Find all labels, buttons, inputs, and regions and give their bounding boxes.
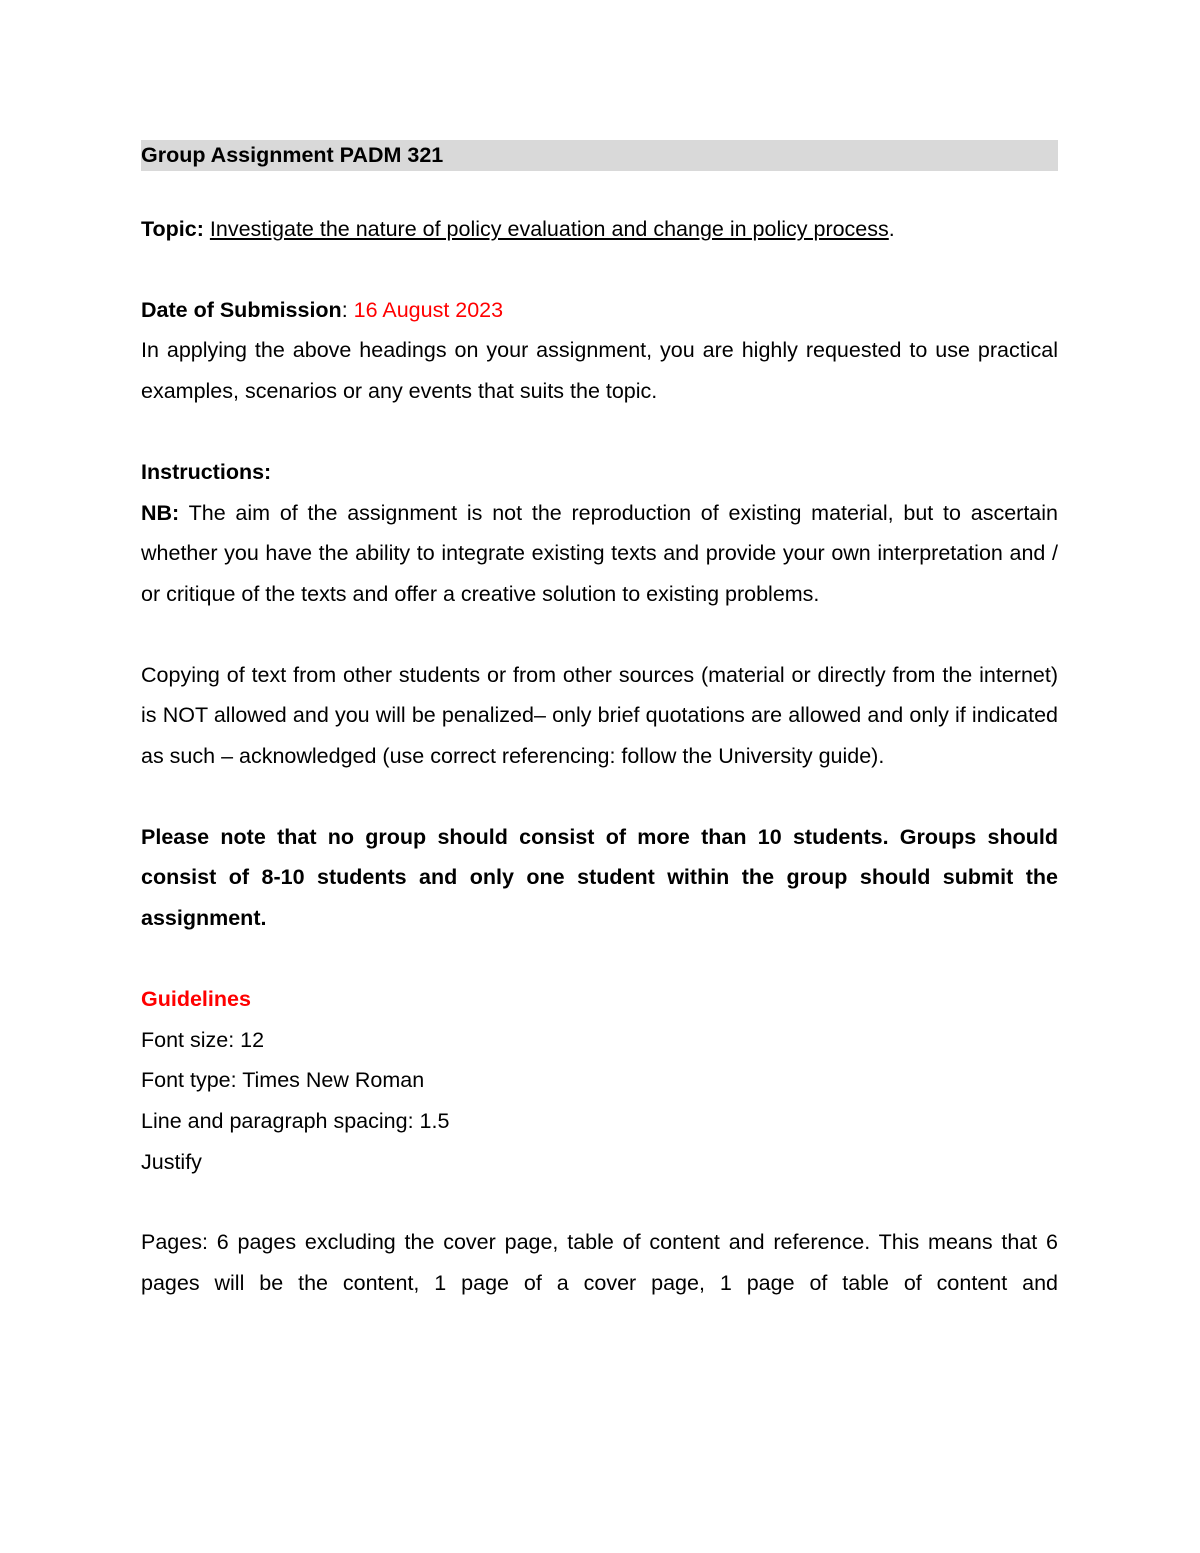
guideline-item: Justify <box>141 1149 202 1174</box>
nb-paragraph <box>141 493 1058 615</box>
topic-end: . <box>888 217 895 241</box>
date-label: Date of Submission <box>141 297 342 322</box>
copying-paragraph: Copying of text from other students or from other sources (material or directly from the internet) is NOT allowed and you will be penalized– only brief quotations are allowed and only if indicated as such – acknowledged (use correct referencing: follow the University guide). <box>141 662 1058 769</box>
guidelines-heading: Guidelines <box>141 986 251 1011</box>
instructions-heading: Instructions: <box>141 459 272 484</box>
date-value: 16 August 2023 <box>353 297 504 322</box>
topic-text: Investigate the nature of policy evaluation and change in policy process <box>209 217 889 241</box>
submission-date-line <box>141 290 1058 331</box>
guideline-item: Line and paragraph spacing: 1.5 <box>141 1108 450 1133</box>
group-note: Please note that no group should consist of more than 10 students. Groups should consist of 8-10 students and only one student within the group should submit the assignment. <box>141 824 1058 931</box>
pages-paragraph: Pages: 6 pages excluding the cover page, table of content and reference. This means that 6 pages will be the content, 1 page of a cover page, 1 page of table of content and <box>141 1230 1058 1296</box>
topic-line <box>141 209 1058 250</box>
topic-label: Topic: <box>141 217 204 241</box>
document-title: Group Assignment PADM 321 <box>141 140 1058 171</box>
guideline-item: Font type: Times New Roman <box>141 1068 425 1093</box>
guideline-item: Font size: 12 <box>141 1027 265 1052</box>
applying-paragraph: In applying the above headings on your assignment, you are highly requested to use practical examples, scenarios or any events that suits the topic. <box>141 338 1058 404</box>
document-body <box>141 140 1058 1304</box>
date-separator: : <box>341 297 354 322</box>
nb-label: NB: <box>141 500 180 525</box>
nb-text: The aim of the assignment is not the reproduction of existing material, but to ascertain whether you have the ability to integrate existing texts and provide your own interpretation and / or critique of the texts and offer a creative solution to existing problems. <box>141 500 1058 606</box>
